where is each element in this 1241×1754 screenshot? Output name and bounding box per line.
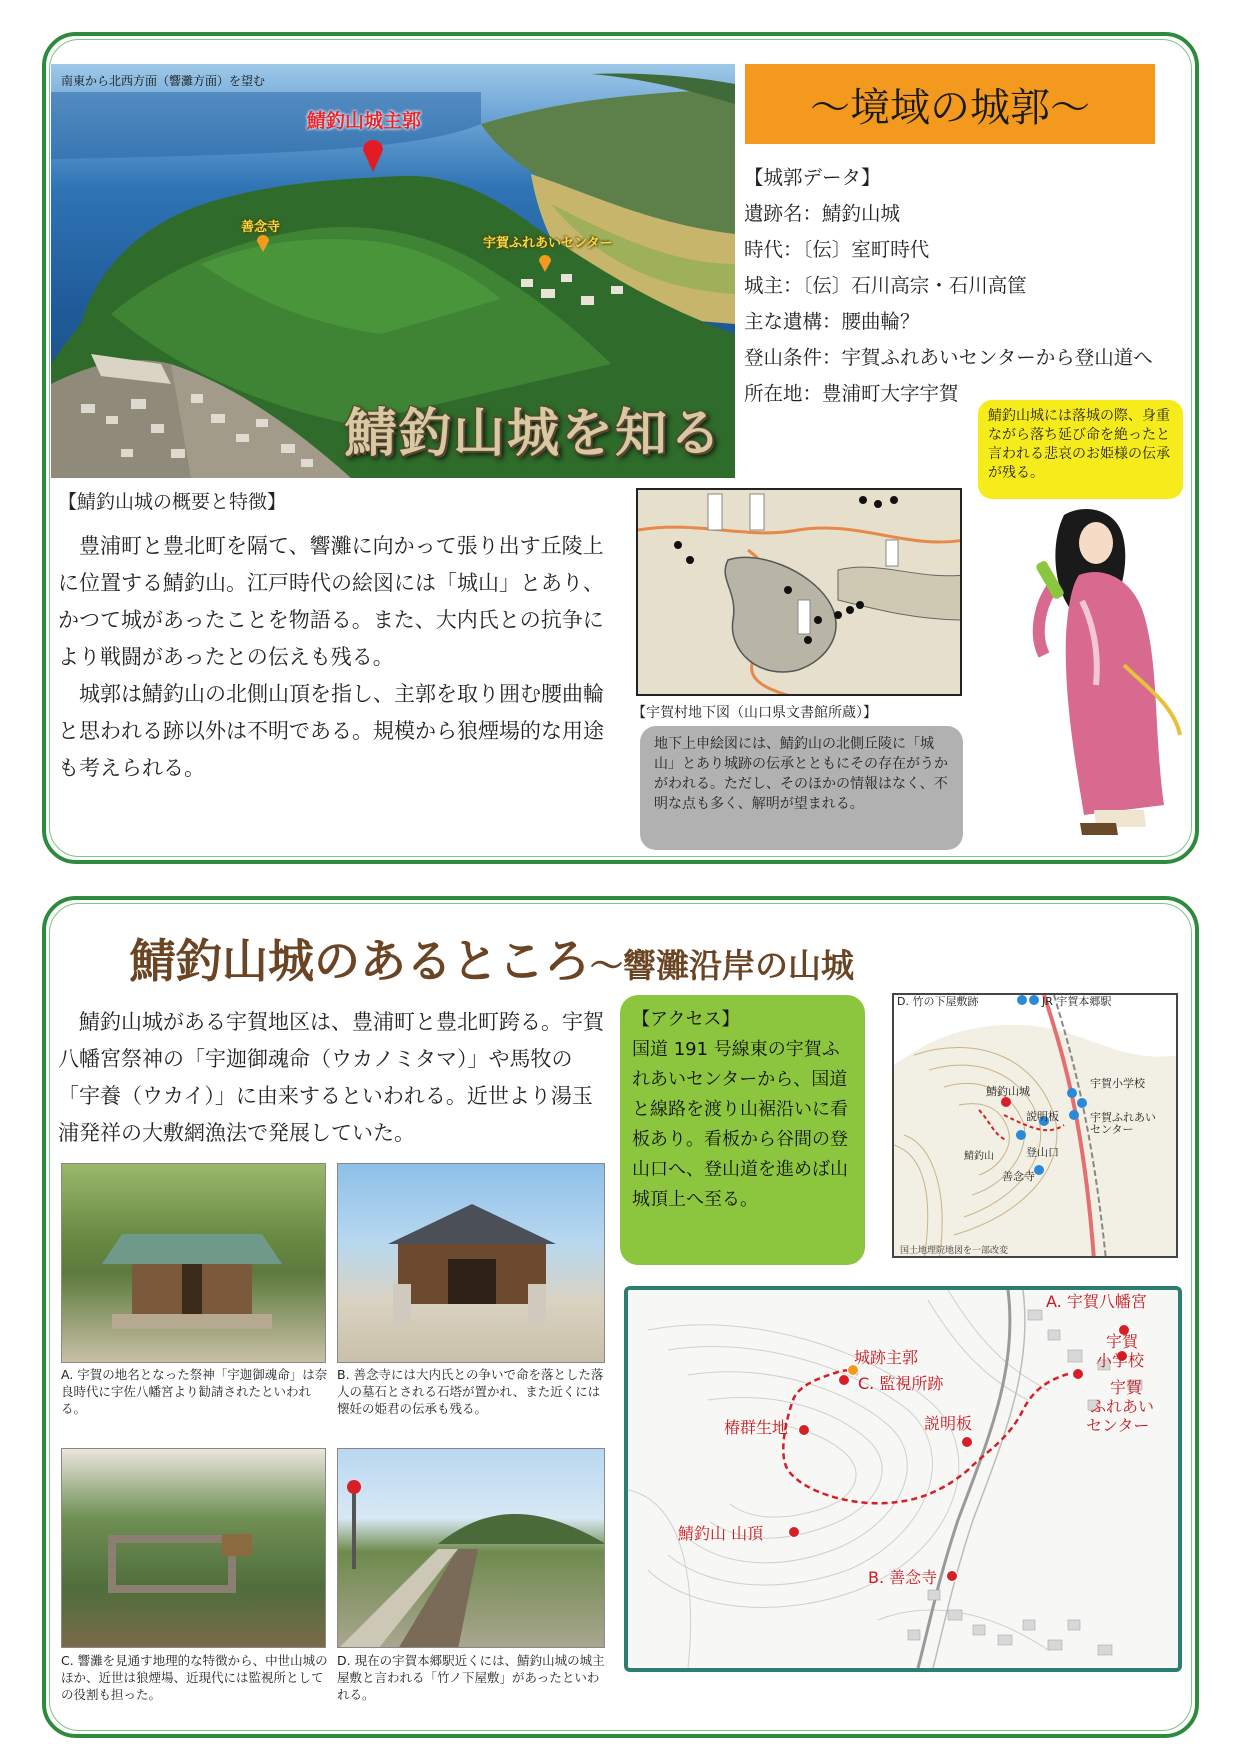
castle-data-row: 主な遺構：腰曲輪？ [744,310,920,333]
castle-data [744,160,1184,412]
locmap-label: 善念寺 [1002,1170,1035,1183]
location-title [130,925,854,991]
location-title-sub: ～響灘沿岸の山城 [590,946,854,985]
photo-caption-c: C. 響灘を見通す地理的な特徴から、中世山城のほか、近世は狼煙場、近現代には監視所としての役割も担った。 [61,1653,328,1702]
locmap-label: センター [1090,1123,1134,1136]
pin-label-zennenji: 善念寺 [241,220,281,235]
orange-pin-icon [257,234,269,252]
castle-data-row: 所在地：豊浦町大字宇賀 [744,382,959,405]
hiking-route-map [624,1286,1182,1672]
route-label-school-1: 宇賀 [1106,1332,1139,1351]
castle-data-row: 城主：〔伝〕石川高宗・石川高筐 [744,274,1027,297]
locmap-label: D. 竹の下屋敷跡 [897,995,979,1008]
aerial-caption: 南東から北西方面（響灘方面）を望む [61,74,266,88]
photo-title: 鯖釣山城を知る [344,403,723,464]
marker-camellia [798,1424,810,1436]
marker-zennenji [946,1570,958,1582]
locmap-label: 宇賀ふれあい [1090,1111,1156,1124]
route-label-school-2: 小学校 [1096,1351,1145,1370]
route-label-sign: 説明板 [924,1414,973,1433]
photo-uga-hachimangu [61,1163,326,1363]
shrine-illustration [62,1164,326,1363]
pin-label-uga-center: 宇賀ふれあいセンター [483,236,613,251]
route-label-center-3: センター [1086,1416,1150,1435]
aerial-photo [51,64,735,478]
castle-data-heading: 【城郭データ】 [744,166,881,189]
princess-illustration [984,505,1184,840]
temple-illustration [338,1164,605,1363]
locmap-label: 鯖釣山 [964,1151,994,1162]
castle-data-row: 時代：〔伝〕室町時代 [744,238,930,261]
overview-heading: 【鯖釣山城の概要と特徴】 [58,491,287,513]
red-pin-icon [362,138,384,172]
uga-intro-paragraph: 鯖釣山城がある宇賀地区は、豊浦町と豊北町跨る。宇賀八幡宮祭神の「宇迦御魂命（ウカノミタマ）」や馬牧の「宇養（ウカイ）」に由来するといわれる。近世より湯玉浦発祥の大敷網漁法で発展していた。 [58,1010,604,1145]
photo-caption-b: B. 善念寺には大内氏との争いで命を落とした落人の墓石とされる石塔が置かれ、また近くには懐妊の姫君の伝承も残る。 [337,1367,604,1416]
location-title-main: 鯖釣山城のあるところ [130,934,590,988]
photo-zennenji [337,1163,605,1363]
locmap-credit: 国土地理院地図を一部改変 [900,1246,1009,1256]
castle-data-row: 登山条件：宇賀ふれあいセンターから登山道へ [744,346,1153,369]
route-map-illustration [628,1290,1178,1668]
orange-pin-icon [539,254,551,272]
topo-map-illustration [894,995,1178,1258]
old-map-caption: 【宇賀村地下図（山口県文書館所蔵）】 [632,705,877,721]
marker-peak [788,1526,800,1538]
route-label-zennenji: B. 善念寺 [868,1568,938,1587]
route-label-center-2: ふれあい [1090,1397,1155,1416]
overview-paragraph: 城郭は鯖釣山の北側山頂を指し、主郭を取り囲む腰曲輪と思われる跡以外は不明である。規模から狼煙場的な用途も考えられる。 [58,682,604,780]
photo-caption-a: A. 宇賀の地名となった祭神「宇迦御魂命」は奈良時代に宇佐八幡宮より勧請されたといわれる。 [61,1367,328,1416]
access-heading: 【アクセス】 [632,1009,740,1030]
overview-paragraph: 豊浦町と豊北町を隔て、響灘に向かって張り出す丘陵上に位置する鯖釣山。江戸時代の絵図には「城山」とあり、かつて城があったことを物語る。また、大内氏との抗争により戦闘があったとの伝えも残る。 [58,534,604,669]
photo-uga-hongo-station [337,1448,605,1648]
locmap-label: JR 宇賀本郷駅 [1042,995,1112,1008]
marker-sign [961,1436,973,1448]
old-village-map [636,488,962,696]
area-topo-map [892,993,1178,1258]
uga-intro-text [58,1004,606,1152]
locmap-label: 説明板 [1026,1110,1059,1123]
princess-legend-bubble: 鯖釣山城には落城の際、身重ながら落ち延び命を絶ったと言われる悲哀のお姫様の伝承が残る。 [978,400,1183,499]
overview-text [58,528,618,787]
route-label-hachimangu: A. 宇賀八幡宮 [1046,1292,1147,1311]
locmap-label: 宇賀小学校 [1090,1077,1145,1090]
route-label-peak: 鯖釣山 山頂 [678,1524,764,1543]
route-label-center-1: 宇賀 [1110,1378,1143,1397]
route-label-castle: 城跡主郭 [854,1348,919,1367]
locmap-label: 鯖釣山城 [986,1085,1030,1098]
station-illustration [338,1449,605,1648]
route-label-camellia: 椿群生地 [724,1418,789,1437]
pin-label-main-bailey: 鯖釣山城主郭 [307,110,422,132]
photo-watch-post [61,1448,326,1648]
castle-data-row: 遺跡名：鯖釣山城 [744,202,901,225]
route-label-watch-post: C. 監視所跡 [858,1374,944,1393]
marker-watch-post [838,1374,850,1386]
old-map-note-bubble: 地下上申絵図には、鯖釣山の北側丘陵に「城山」とあり城跡の伝承とともにその存在がうかがわれる。ただし、そのほかの情報はなく、不明な点も多く、解明が望まれる。 [640,726,963,850]
old-map-illustration [638,490,962,696]
section-banner: ～境域の城郭～ [745,64,1155,144]
locmap-label: 登山口 [1026,1146,1059,1159]
ruins-illustration [62,1449,326,1648]
access-text: 国道 191 号線東の宇賀ふれあいセンターから、国道と線路を渡り山裾沿いに看板あり。看板から谷間の登山口へ、登山道を進めば山城頂上へ至る。 [632,1039,848,1210]
photo-caption-d: D. 現在の宇賀本郷駅近くには、鯖釣山城の城主屋敷と言われる「竹ノ下屋敷」があったといわれる。 [337,1653,605,1702]
marker-center [1072,1368,1084,1380]
access-box [620,995,865,1265]
